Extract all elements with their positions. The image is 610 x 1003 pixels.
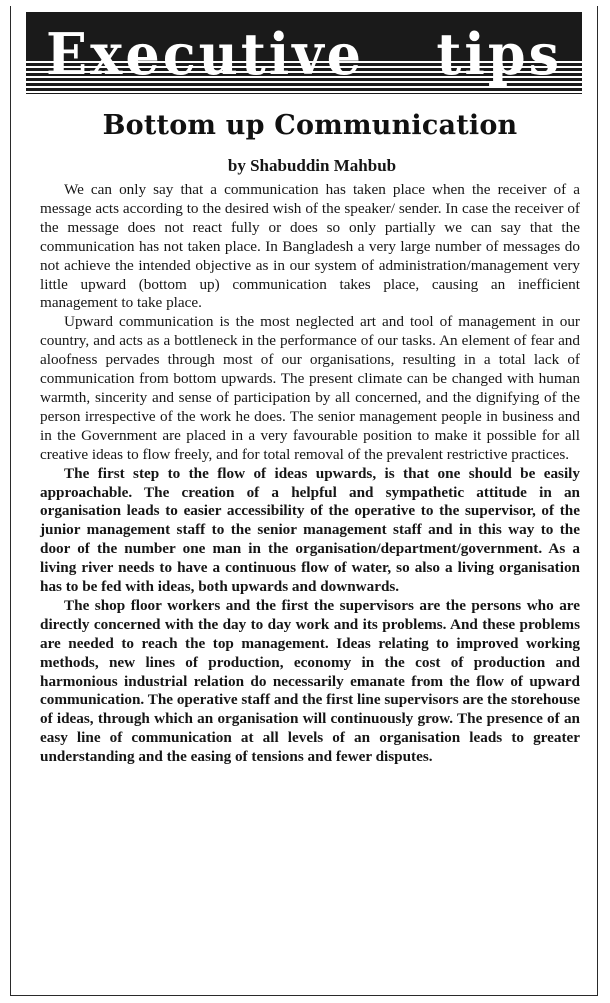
paragraph-4: The shop floor workers and the first the supervisors are the persons who are directly concerned with the day to day work and its problems. And these problems are needed to reach the top management. Ideas relating to improved working methods, new lines of production, economy in the cost of production and harmonious industrial relation do necessarily emanate from the flow of upward communication. The operative staff and the first line supervisors are the storehouse of ideas, through which an organisation will continuously grow. The presence of an easy line of communication at all levels of an organisation leads to greater understanding and the easing of tensions and fewer disputes. bbox=[40, 596, 580, 766]
banner-word-tips: tips bbox=[436, 20, 562, 88]
paragraph-3: The first step to the flow of ideas upwards, is that one should be easily approachable. The creation of a helpful and sympathetic attitude in an organisation leads to easier accessibility of the operative to the supervisor, of the junior management staff to the senior management staff and in this way to the door of the number one man in the organisation/department/government. As a living river needs to have a continuous flow of water, so also a living organisation has to be fed with ideas, both upwards and downwards. bbox=[40, 464, 580, 596]
article-body bbox=[40, 181, 580, 767]
column-banner bbox=[26, 12, 582, 94]
banner-heading bbox=[26, 12, 582, 94]
article-title: Bottom up Communication bbox=[102, 110, 518, 141]
banner-word-executive: Executive bbox=[46, 20, 365, 88]
paragraph-1: We can only say that a communication has taken place when the receiver of a message acts according to the desired wish of the speaker/ sender. In case the receiver of the message does not react fully or does so only partially we can say that the communication has not taken place. In Bangladesh a very large number of messages do not achieve the intended objective as in our system of administration/management very little upward (bottom up) communication takes place, causing an inefficient management to take place. bbox=[40, 181, 580, 312]
paragraph-2: Upward communication is the most neglected art and tool of management in our country, and acts as a bottleneck in the performance of our tasks. An element of fear and aloofness pervades through most of our organisations, resulting in a total lack of communication from bottom upwards. The present climate can be changed with human warmth, sincerity and sense of participation by all concerned, and the dignifying of the person irrespective of the work he does. The senior management people in business and in the Government are placed in a very favourable position to make it possible for all creative ideas to flow freely, and for total removal of the prevalent restrictive practices. bbox=[40, 313, 580, 463]
article-byline: by Shabuddin Mahbub bbox=[227, 156, 397, 175]
